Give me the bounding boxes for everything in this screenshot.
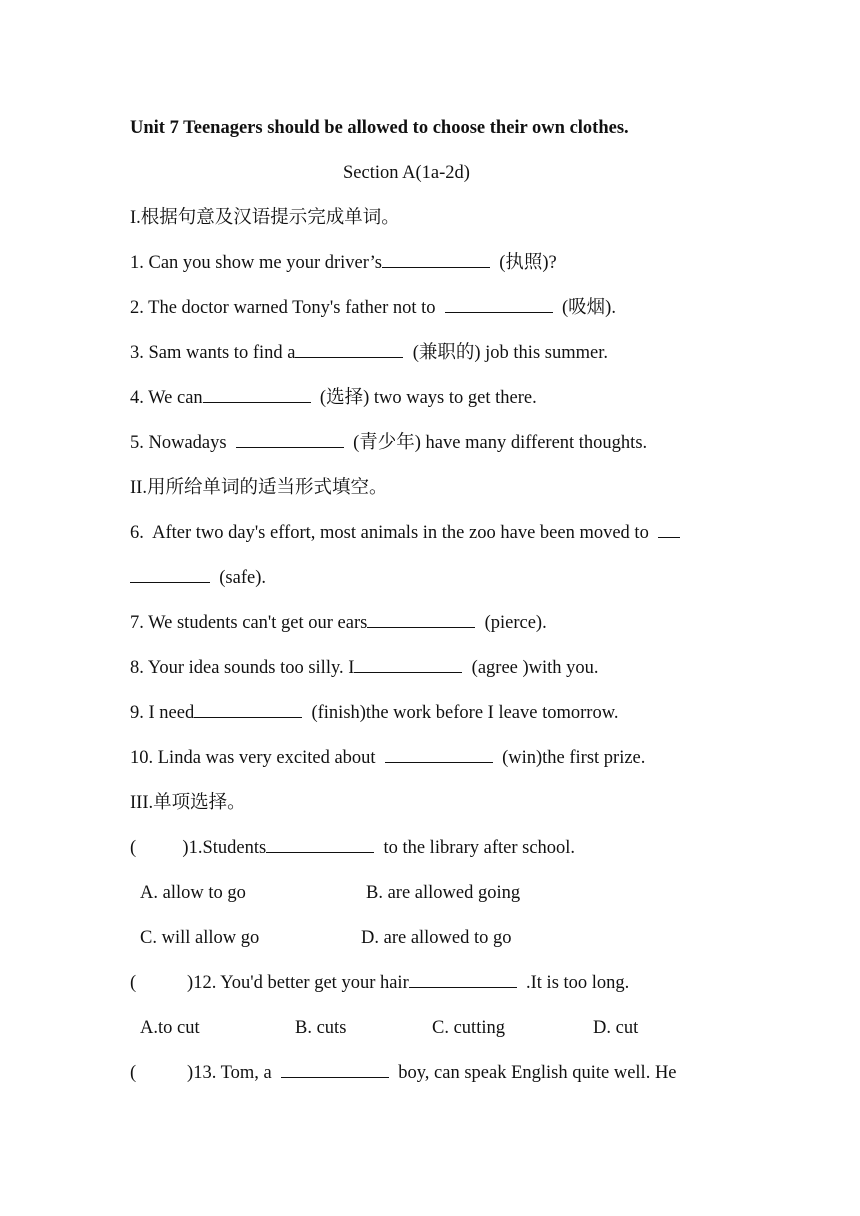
answer-blank-12[interactable] (409, 972, 517, 988)
answer-blank-6b[interactable] (130, 567, 210, 583)
answer-blank-9[interactable] (194, 702, 302, 718)
question-13: ( )13. Tom, a boy, can speak English quite well. He (130, 1063, 677, 1083)
answer-blank-8[interactable] (354, 657, 462, 673)
answer-blank-7[interactable] (367, 612, 475, 628)
answer-blank-11[interactable] (266, 837, 374, 853)
question-4: 4. We can (选择) two ways to get there. (130, 388, 537, 408)
question-12: ( )12. You'd better get your hair .It is too long. (130, 973, 630, 993)
question-10: 10. Linda was very excited about (win)the first prize. (130, 748, 646, 768)
answer-blank-5[interactable] (236, 432, 344, 448)
question-3: 3. Sam wants to find a (兼职的) job this summer. (130, 343, 608, 363)
option-12c[interactable]: C. cutting (432, 1018, 505, 1038)
question-5: 5. Nowadays (青少年) have many different thoughts. (130, 433, 648, 453)
answer-blank-1[interactable] (382, 252, 490, 268)
section-subtitle: Section A(1a-2d) (343, 163, 470, 183)
question-2: 2. The doctor warned Tony's father not to (吸烟). (130, 298, 616, 318)
answer-blank-3[interactable] (295, 342, 403, 358)
option-11a[interactable]: A. allow to go (140, 883, 246, 903)
answer-blank-13[interactable] (281, 1062, 389, 1078)
option-11c[interactable]: C. will allow go (140, 928, 260, 948)
answer-blank-2[interactable] (445, 297, 553, 313)
question-9: 9. I need (finish)the work before I leave tomorrow. (130, 703, 619, 723)
question-1: 1. Can you show me your driver’s (执照)? (130, 253, 557, 273)
option-12a[interactable]: A.to cut (140, 1018, 200, 1038)
question-8: 8. Your idea sounds too silly. I (agree )with you. (130, 658, 599, 678)
question-6-cont: (safe). (130, 566, 266, 590)
answer-blank-4[interactable] (203, 387, 311, 403)
page-title: Unit 7 Teenagers should be allowed to choose their own clothes. (130, 118, 629, 138)
answer-blank-6a[interactable] (658, 522, 680, 538)
question-7: 7. We students can't get our ears (pierce). (130, 613, 547, 633)
part1-heading: I.根据句意及汉语提示完成单词。 (130, 208, 400, 228)
option-11d[interactable]: D. are allowed to go (361, 928, 512, 948)
part3-heading: III.单项选择。 (130, 793, 246, 813)
answer-blank-10[interactable] (385, 747, 493, 763)
option-12d[interactable]: D. cut (593, 1018, 639, 1038)
option-11b[interactable]: B. are allowed going (366, 883, 521, 903)
part2-heading: II.用所给单词的适当形式填空。 (130, 478, 388, 498)
option-12b[interactable]: B. cuts (295, 1018, 347, 1038)
question-6: 6. After two day's effort, most animals in the zoo have been moved to (130, 521, 680, 545)
question-11: ( )1.Students to the library after school. (130, 838, 576, 858)
